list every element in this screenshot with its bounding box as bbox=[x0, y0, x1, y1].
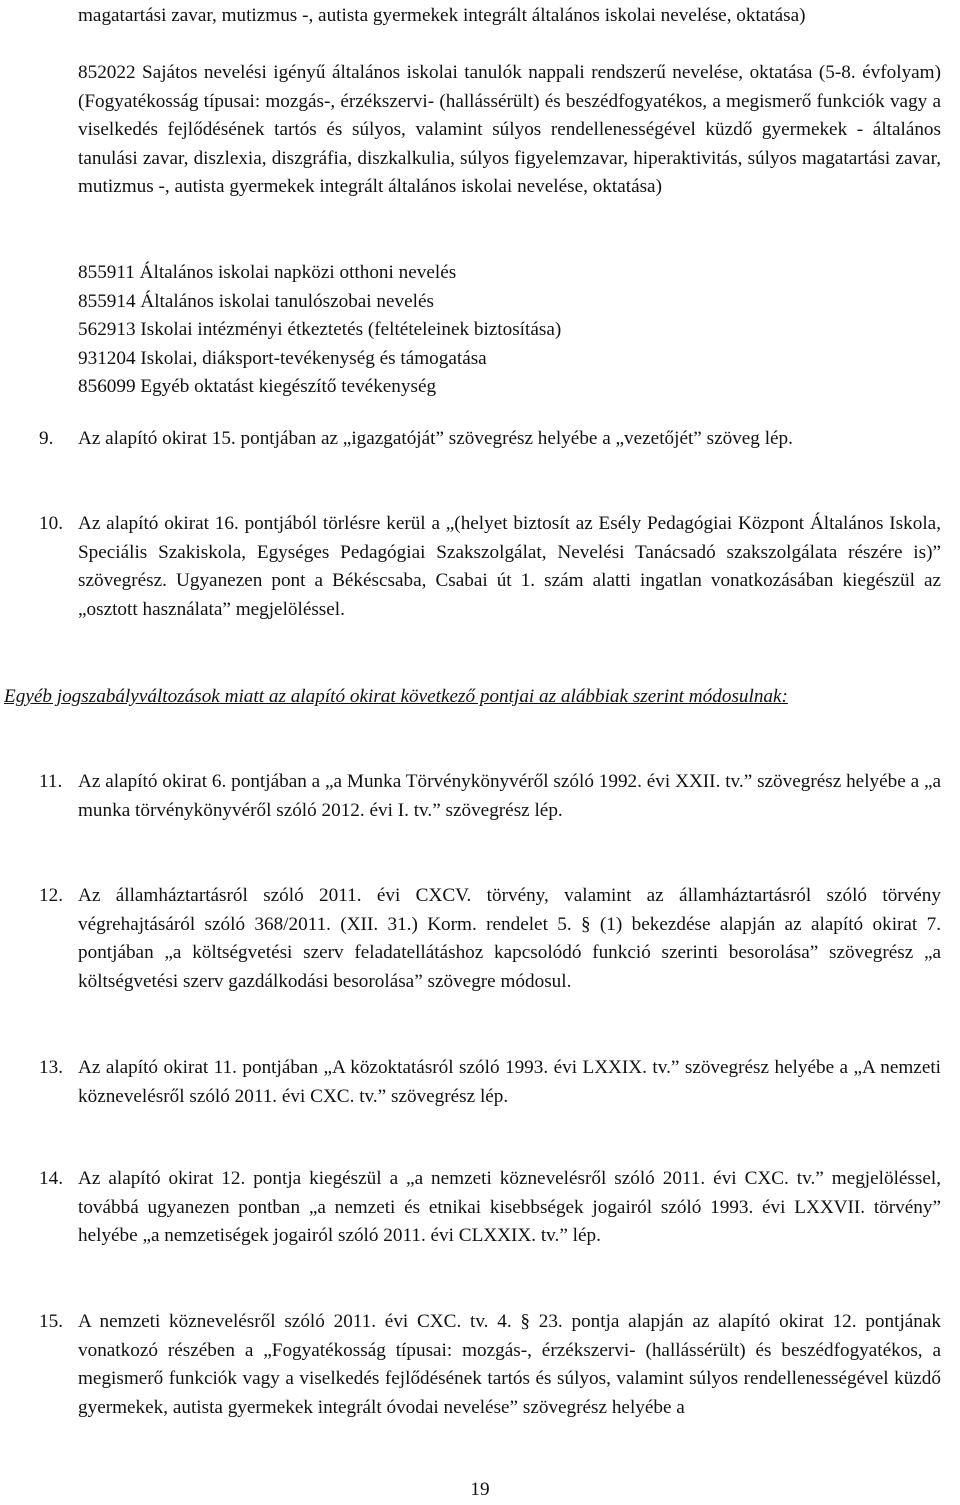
activity-code-line: 931204 Iskolai, diáksport-tevékenység és támogatása bbox=[78, 347, 487, 369]
item-text: Az alapító okirat 15. pontjában az „igazgatóját” szövegrész helyébe a „vezetőjét” szöveg lép. bbox=[78, 428, 793, 449]
item-text: Az államháztartásról szóló 2011. évi CXCV. törvény, valamint az államháztartásról szóló törvény végrehajtásáról szóló 368/2011. (XII. 31.) Korm. rendelet 5. § (1) bekezdése alapján az alapító okirat 7. pontjában „a költségvetési szerv feladatellátáshoz kapcsolódó funkció szerinti besorolása” szövegrész „a költségvetési szerv gazdálkodási besorolása” szövegre módosul. bbox=[78, 885, 941, 992]
activity-code-line: 562913 Iskolai intézményi étkeztetés (feltételeinek biztosítása) bbox=[78, 319, 562, 341]
amendment-item-12 bbox=[39, 882, 941, 996]
item-number: 11. bbox=[39, 771, 63, 792]
item-text: Az alapító okirat 11. pontjában „A közoktatásról szóló 1993. évi LXXIX. tv.” szövegrész helyébe a „A nemzeti köznevelésről szóló 2011. évi CXC. tv.” szövegrész lép. bbox=[78, 1057, 941, 1107]
amendment-item-10 bbox=[39, 510, 941, 624]
activity-code-line: 855911 Általános iskolai napközi otthoni nevelés bbox=[78, 262, 457, 283]
amendment-item-13 bbox=[39, 1054, 941, 1111]
section-heading: Egyéb jogszabályváltozások miatt az alapító okirat következő pontjai az alábbiak szerint módosulnak: bbox=[4, 686, 788, 707]
intro-paragraph-2: 852022 Sajátos nevelési igényű általános iskolai tanulók nappali rendszerű nevelése, oktatása (5-8. évfolyam) (Fogyatékosság típusai: mozgás-, érzékszervi- (hallássérült) és beszédfogyatékos, a megismerő funkciók vagy a viselkedés fejlődésének tartós és súlyos, valamint súlyos rendellenességével küzdő gyermekek - általános tanulási zavar, diszlexia, diszgráfia, diszkalkulia, súlyos figyelemzavar, hiperaktivitás, súlyos magatartási zavar, mutizmus -, autista gyermekek integrált általános iskolai nevelése, oktatása) bbox=[78, 62, 941, 198]
amendment-item-9 bbox=[39, 425, 941, 454]
amendment-item-15 bbox=[39, 1308, 941, 1422]
item-text: A nemzeti köznevelésről szóló 2011. évi CXC. tv. 4. § 23. pontja alapján az alapító okirat 12. pontjának vonatkozó részében a „Fogyatékosság típusai: mozgás-, érzékszervi- (hallássérült) és beszédfogyatékos, a megismerő funkciók vagy a viselkedés fejlődésének tartós és súlyos, valamint súlyos rendellenességével küzdő gyermekek, autista gyermekek integrált óvodai nevelése” szövegrész helyébe a bbox=[78, 1311, 941, 1418]
activity-code-list bbox=[78, 259, 941, 402]
item-number: 12. bbox=[39, 885, 63, 906]
intro-paragraph-1: magatartási zavar, mutizmus -, autista gyermekek integrált általános iskolai nevelése, oktatása) bbox=[78, 5, 806, 26]
item-number: 10. bbox=[39, 513, 63, 534]
page-number: 19 bbox=[470, 1479, 490, 1500]
item-number: 15. bbox=[39, 1311, 63, 1332]
amendment-item-14 bbox=[39, 1165, 941, 1251]
amendment-item-11 bbox=[39, 768, 941, 825]
item-number: 9. bbox=[39, 428, 54, 449]
activity-code-line: 856099 Egyéb oktatást kiegészítő tevékenység bbox=[78, 376, 437, 398]
activity-code-line: 855914 Általános iskolai tanulószobai nevelés bbox=[78, 290, 434, 312]
item-text: Az alapító okirat 6. pontjában a „a Munka Törvénykönyvéről szóló 1992. évi XXII. tv.” szövegrész helyébe a „a munka törvénykönyvéről szóló 2012. évi I. tv.” szövegrész lép. bbox=[78, 771, 941, 821]
item-number: 13. bbox=[39, 1057, 63, 1078]
item-text: Az alapító okirat 16. pontjából törlésre kerül a „(helyet biztosít az Esély Pedagógiai Központ Általános Iskola, Speciális Szakiskola, Egységes Pedagógiai Szakszolgálat, Nevelési Tanácsadó szakszolgálata részére is)” szövegrész. Ugyanezen pont a Békéscsaba, Csabai út 1. szám alatti ingatlan vonatkozásában kiegészül az „osztott használata” megjelöléssel. bbox=[78, 513, 941, 620]
item-number: 14. bbox=[39, 1168, 63, 1189]
item-text: Az alapító okirat 12. pontja kiegészül a „a nemzeti köznevelésről szóló 2011. évi CXC. tv.” megjelöléssel, továbbá ugyanezen pontban „a nemzeti és etnikai kisebbségek jogairól szóló 1993. évi LXXVII. törvény” helyébe „a nemzetiségek jogairól szóló 2011. évi CLXXIX. tv.” lép. bbox=[78, 1168, 941, 1247]
